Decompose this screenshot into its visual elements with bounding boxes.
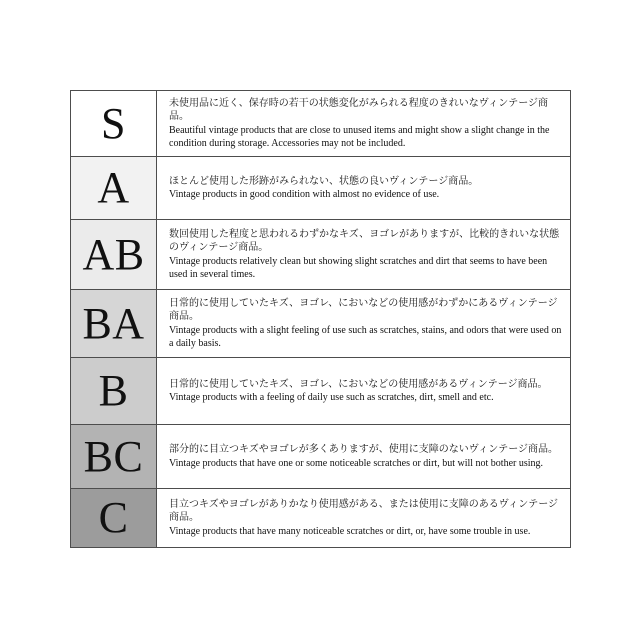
grade-letter: A	[97, 163, 130, 212]
grade-description-english: Vintage products that have one or some noticeable scratches or dirt, but will not bother using.	[169, 457, 544, 469]
grade-description-cell	[157, 489, 570, 547]
grade-letter: S	[101, 98, 126, 148]
grade-cell	[71, 220, 157, 289]
grade-description-cell	[157, 91, 570, 156]
grade-description-english: Beautiful vintage products that are close to unused items and might show a slight change in the condition during storage. Accessories may not be included.	[169, 124, 550, 149]
grade-description-english: Vintage products with a slight feeling of use such as scratches, stains, and odors that were used on a daily basis.	[169, 324, 562, 349]
grade-row	[71, 156, 570, 219]
grade-description-english: Vintage products with a feeling of daily use such as scratches, dirt, smell and etc.	[169, 392, 494, 403]
grade-description-cell	[157, 425, 570, 488]
grade-cell	[71, 358, 157, 424]
grade-row	[71, 488, 570, 547]
grade-description-japanese: 日常的に使用していたキズ、ヨゴレ、においなどの使用感がわずかにあるヴィンテージ商品。	[169, 297, 558, 322]
grade-row	[71, 91, 570, 156]
grade-letter: BC	[83, 431, 144, 481]
grade-letter: B	[98, 366, 129, 415]
grade-description-japanese: ほとんど使用した形跡がみられない、状態の良いヴィンテージ商品。	[169, 175, 479, 187]
grade-description-english: Vintage products that have many noticeable scratches or dirt, or, have some trouble in use.	[169, 525, 531, 537]
grade-cell	[71, 290, 157, 357]
grade-description-cell	[157, 157, 570, 219]
grade-cell	[71, 157, 157, 219]
grade-row	[71, 289, 570, 357]
grade-description-english: Vintage products in good condition with almost no evidence of use.	[169, 189, 440, 200]
grade-description-cell	[157, 358, 570, 424]
grade-description-japanese: 未使用品に近く、保存時の若干の状態変化がみられる程度のきれいなヴィンテージ商品。	[169, 97, 548, 122]
grade-description-japanese: 部分的に目立つキズやヨゴレが多くありますが、使用に支障のないヴィンテージ商品。	[169, 444, 558, 455]
grade-cell	[71, 489, 157, 547]
grade-cell	[71, 425, 157, 488]
grade-letter: AB	[82, 229, 145, 279]
grade-description-japanese: 数回使用した程度と思われるわずかなキズ、ヨゴレがありますが、比較的きれいな状態のヴィンテージ商品。	[169, 228, 560, 253]
grade-description-japanese: 日常的に使用していたキズ、ヨゴレ、においなどの使用感があるヴィンテージ商品。	[169, 378, 548, 390]
grade-row	[71, 219, 570, 289]
grade-description-cell	[157, 220, 570, 289]
grade-description-cell	[157, 290, 570, 357]
grade-cell	[71, 91, 157, 156]
grade-letter: BA	[82, 298, 145, 348]
grade-description-english: Vintage products relatively clean but showing slight scratches and dirt that seems to have been used in several times.	[169, 255, 548, 280]
condition-grade-table	[70, 90, 571, 548]
grade-letter: C	[98, 493, 129, 542]
grade-row	[71, 357, 570, 424]
grade-description-japanese: 目立つキズやヨゴレがありかなり使用感がある、または使用に支障のあるヴィンテージ商品。	[169, 498, 558, 524]
grade-row	[71, 424, 570, 488]
